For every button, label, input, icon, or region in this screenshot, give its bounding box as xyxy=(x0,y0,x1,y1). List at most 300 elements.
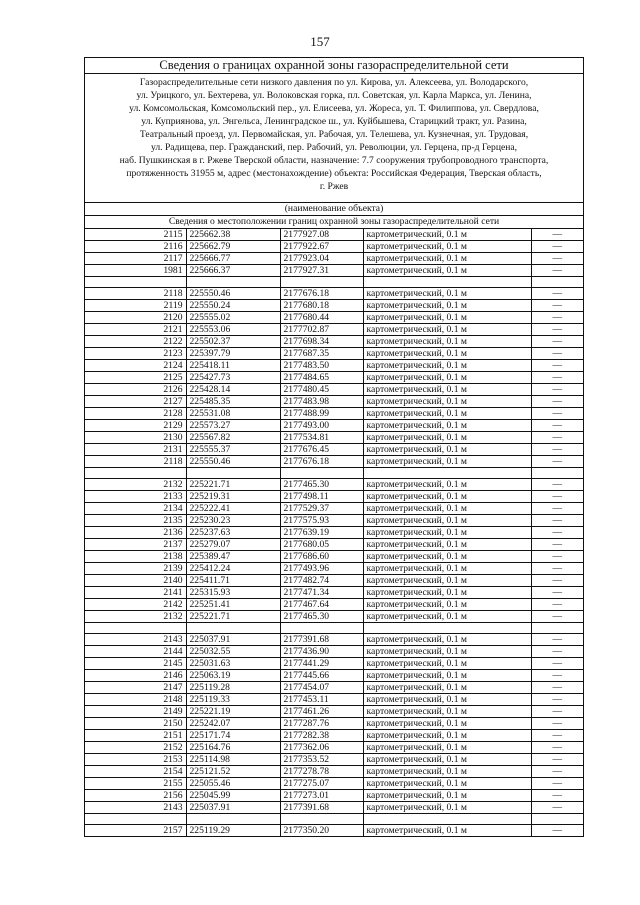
y-coordinate-cell: 2177282.38 xyxy=(280,730,363,742)
description-cell: — xyxy=(531,324,583,336)
y-coordinate-cell: 2177698.34 xyxy=(280,336,363,348)
y-coordinate-cell: 2177686.60 xyxy=(280,551,363,563)
point-number-cell: 2120 xyxy=(85,312,186,324)
y-coordinate-cell: 2177488.99 xyxy=(280,408,363,420)
point-number-cell: 2118 xyxy=(85,456,186,468)
x-coordinate-cell xyxy=(186,623,280,634)
point-number-cell: 2122 xyxy=(85,336,186,348)
y-coordinate-cell: 2177927.31 xyxy=(280,265,363,277)
description-cell: — xyxy=(531,694,583,706)
method-cell xyxy=(363,468,531,479)
table-row xyxy=(85,563,583,575)
point-number-cell: 2127 xyxy=(85,396,186,408)
description-cell: — xyxy=(531,718,583,730)
table-row xyxy=(85,468,583,479)
x-coordinate-cell: 225418.11 xyxy=(186,360,280,372)
point-number-cell: 2152 xyxy=(85,742,186,754)
description-cell: — xyxy=(531,503,583,515)
point-number-cell: 2133 xyxy=(85,491,186,503)
method-cell: картометрический, 0.1 м xyxy=(363,682,531,694)
x-coordinate-cell: 225119.33 xyxy=(186,694,280,706)
x-coordinate-cell: 225666.77 xyxy=(186,253,280,265)
point-number-cell: 2136 xyxy=(85,527,186,539)
object-description xyxy=(85,74,583,203)
method-cell: картометрический, 0.1 м xyxy=(363,456,531,468)
description-cell: — xyxy=(531,253,583,265)
method-cell: картометрический, 0.1 м xyxy=(363,300,531,312)
description-cell: — xyxy=(531,539,583,551)
description-cell: — xyxy=(531,563,583,575)
description-line: Газораспределительные сети низкого давления по ул. Кирова, ул. Алексеева, ул. Володарского, xyxy=(139,77,529,88)
x-coordinate-cell xyxy=(186,468,280,479)
y-coordinate-cell: 2177676.18 xyxy=(280,288,363,300)
method-cell: картометрический, 0.1 м xyxy=(363,551,531,563)
x-coordinate-cell: 225573.27 xyxy=(186,420,280,432)
method-cell: картометрический, 0.1 м xyxy=(363,575,531,587)
description-cell: — xyxy=(531,575,583,587)
method-cell: картометрический, 0.1 м xyxy=(363,694,531,706)
point-number-cell: 2121 xyxy=(85,324,186,336)
point-number-cell: 2139 xyxy=(85,563,186,575)
table-row xyxy=(85,348,583,360)
point-number-cell: 2142 xyxy=(85,599,186,611)
x-coordinate-cell: 225389.47 xyxy=(186,551,280,563)
point-number-cell: 2128 xyxy=(85,408,186,420)
x-coordinate-cell: 225531.08 xyxy=(186,408,280,420)
point-number-cell: 2150 xyxy=(85,718,186,730)
x-coordinate-cell: 225550.46 xyxy=(186,456,280,468)
method-cell: картометрический, 0.1 м xyxy=(363,706,531,718)
table-row xyxy=(85,634,583,646)
y-coordinate-cell: 2177575.93 xyxy=(280,515,363,527)
point-number-cell: 2124 xyxy=(85,360,186,372)
point-number-cell: 2156 xyxy=(85,790,186,802)
table-row xyxy=(85,444,583,456)
y-coordinate-cell: 2177676.18 xyxy=(280,456,363,468)
method-cell: картометрический, 0.1 м xyxy=(363,611,531,623)
table-row xyxy=(85,670,583,682)
point-number-cell: 2126 xyxy=(85,384,186,396)
method-cell: картометрический, 0.1 м xyxy=(363,324,531,336)
method-cell: картометрический, 0.1 м xyxy=(363,658,531,670)
description-cell: — xyxy=(531,527,583,539)
x-coordinate-cell: 225171.74 xyxy=(186,730,280,742)
x-coordinate-cell: 225662.38 xyxy=(186,229,280,241)
point-number-cell: 2157 xyxy=(163,825,183,836)
description-cell: — xyxy=(531,682,583,694)
point-number-cell: 2151 xyxy=(85,730,186,742)
table-row xyxy=(85,420,583,432)
point-number-cell: 2144 xyxy=(85,646,186,658)
x-coordinate-cell: 225230.23 xyxy=(186,515,280,527)
method-cell: картометрический, 0.1 м xyxy=(363,754,531,766)
description-cell: — xyxy=(531,742,583,754)
method-cell: картометрический, 0.1 м xyxy=(363,444,531,456)
x-coordinate-cell: 225055.46 xyxy=(186,778,280,790)
table-row xyxy=(85,551,583,563)
x-coordinate-cell: 225063.19 xyxy=(186,670,280,682)
y-coordinate-cell: 2177480.45 xyxy=(280,384,363,396)
x-coordinate-cell: 225315.93 xyxy=(186,587,280,599)
table-row xyxy=(85,706,583,718)
method-cell: картометрический, 0.1 м xyxy=(363,432,531,444)
method-cell: картометрический, 0.1 м xyxy=(363,312,531,324)
y-coordinate-cell: 2177680.05 xyxy=(280,539,363,551)
point-number-cell: 2118 xyxy=(85,288,186,300)
y-coordinate-cell: 2177484.65 xyxy=(280,372,363,384)
description-cell: — xyxy=(531,491,583,503)
point-number-cell: 2119 xyxy=(85,300,186,312)
description-line: наб. Пушкинская в г. Ржеве Тверской области, назначение: 7.7 сооружения трубопроводного транспорта, xyxy=(119,155,549,166)
x-coordinate-cell: 225428.14 xyxy=(186,384,280,396)
description-cell: — xyxy=(531,241,583,253)
description-cell xyxy=(531,814,583,825)
table-row xyxy=(85,623,583,634)
x-coordinate-cell: 225045.99 xyxy=(186,790,280,802)
table-row xyxy=(85,694,583,706)
table-row xyxy=(85,515,583,527)
method-cell: картометрический, 0.1 м xyxy=(363,825,531,837)
table-row xyxy=(85,229,583,241)
table-row xyxy=(85,790,583,802)
y-coordinate-cell xyxy=(280,814,363,825)
y-coordinate-cell: 2177278.78 xyxy=(280,766,363,778)
method-cell: картометрический, 0.1 м xyxy=(363,766,531,778)
y-coordinate-cell: 2177391.68 xyxy=(280,802,363,814)
x-coordinate-cell: 225221.71 xyxy=(186,611,280,623)
description-cell: — xyxy=(531,802,583,814)
point-number-cell: 2143 xyxy=(85,802,186,814)
method-cell: картометрический, 0.1 м xyxy=(363,241,531,253)
description-cell: — xyxy=(531,515,583,527)
table-row xyxy=(85,575,583,587)
description-cell: — xyxy=(531,265,583,277)
location-subtitle: Сведения о местоположении границ охранной зоны газораспределительной сети xyxy=(85,216,583,229)
point-number-cell: 2134 xyxy=(85,503,186,515)
table-row xyxy=(85,814,583,825)
table-row xyxy=(85,360,583,372)
point-number-cell: 2149 xyxy=(85,706,186,718)
method-cell: картометрический, 0.1 м xyxy=(363,778,531,790)
table-row xyxy=(85,754,583,766)
description-cell: — xyxy=(531,611,583,623)
description-cell: — xyxy=(531,336,583,348)
x-coordinate-cell: 225031.63 xyxy=(186,658,280,670)
table-row xyxy=(85,336,583,348)
method-cell: картометрический, 0.1 м xyxy=(363,396,531,408)
table-row xyxy=(85,456,583,468)
y-coordinate-cell: 2177362.06 xyxy=(280,742,363,754)
table-row xyxy=(85,527,583,539)
point-number-cell: 2155 xyxy=(85,778,186,790)
table-row xyxy=(85,324,583,336)
method-cell: картометрический, 0.1 м xyxy=(363,253,531,265)
description-cell: — xyxy=(531,408,583,420)
y-coordinate-cell: 2177436.90 xyxy=(280,646,363,658)
y-coordinate-cell: 2177922.67 xyxy=(280,241,363,253)
point-number-cell: 1981 xyxy=(85,265,186,277)
description-cell: — xyxy=(531,312,583,324)
point-number-cell: 2116 xyxy=(85,241,186,253)
y-coordinate-cell: 2177639.19 xyxy=(280,527,363,539)
description-cell: — xyxy=(531,551,583,563)
description-cell: — xyxy=(531,730,583,742)
y-coordinate-cell: 2177498.11 xyxy=(280,491,363,503)
point-number-cell: 2138 xyxy=(85,551,186,563)
x-coordinate-cell: 225550.24 xyxy=(186,300,280,312)
table-row xyxy=(85,766,583,778)
y-coordinate-cell: 2177465.30 xyxy=(280,479,363,491)
document-title: Сведения о границах охранной зоны газораспределительной сети xyxy=(85,58,583,74)
table-row xyxy=(85,778,583,790)
table-row xyxy=(85,730,583,742)
y-coordinate-cell: 2177454.07 xyxy=(280,682,363,694)
x-coordinate-cell: 225221.71 xyxy=(186,479,280,491)
method-cell: картометрический, 0.1 м xyxy=(363,408,531,420)
y-coordinate-cell xyxy=(280,468,363,479)
table-row xyxy=(85,479,583,491)
method-cell: картометрический, 0.1 м xyxy=(363,718,531,730)
method-cell: картометрический, 0.1 м xyxy=(363,336,531,348)
y-coordinate-cell: 2177482.74 xyxy=(280,575,363,587)
point-number-cell: 2135 xyxy=(85,515,186,527)
y-coordinate-cell: 2177453.11 xyxy=(280,694,363,706)
x-coordinate-cell: 225485.35 xyxy=(186,396,280,408)
description-cell: — xyxy=(531,825,583,837)
description-cell: — xyxy=(531,706,583,718)
description-cell: — xyxy=(531,778,583,790)
y-coordinate-cell: 2177471.34 xyxy=(280,587,363,599)
point-number-cell: 2130 xyxy=(85,432,186,444)
method-cell: картометрический, 0.1 м xyxy=(363,288,531,300)
table-row xyxy=(85,825,583,837)
point-number-cell xyxy=(85,468,186,479)
point-number-cell xyxy=(85,623,186,634)
method-cell: картометрический, 0.1 м xyxy=(363,563,531,575)
point-number-cell: 2132 xyxy=(85,611,186,623)
y-coordinate-cell xyxy=(280,623,363,634)
description-cell: — xyxy=(531,587,583,599)
description-cell: — xyxy=(531,300,583,312)
y-coordinate-cell: 2177287.76 xyxy=(280,718,363,730)
y-coordinate-cell: 2177273.01 xyxy=(280,790,363,802)
description-cell: — xyxy=(531,646,583,658)
x-coordinate-cell: 225555.37 xyxy=(186,444,280,456)
description-cell: — xyxy=(531,348,583,360)
point-number-cell: 2117 xyxy=(85,253,186,265)
table-row xyxy=(85,503,583,515)
y-coordinate-cell: 2177391.68 xyxy=(280,634,363,646)
description-cell: — xyxy=(531,670,583,682)
y-coordinate-cell: 2177680.18 xyxy=(280,300,363,312)
description-cell: — xyxy=(531,599,583,611)
point-number-cell: 2115 xyxy=(85,229,186,241)
y-coordinate-cell: 2177676.45 xyxy=(280,444,363,456)
description-line: ул. Радищева, пер. Гражданский, пер. Рабочий, ул. Революции, ул. Герцена, пр-д Герцена, xyxy=(150,142,518,153)
y-coordinate-cell: 2177483.98 xyxy=(280,396,363,408)
table-row xyxy=(85,646,583,658)
y-coordinate-cell: 2177927.08 xyxy=(280,229,363,241)
table-row xyxy=(85,742,583,754)
method-cell: картометрический, 0.1 м xyxy=(363,515,531,527)
method-cell: картометрический, 0.1 м xyxy=(363,372,531,384)
method-cell: картометрический, 0.1 м xyxy=(363,730,531,742)
point-number-cell: 2147 xyxy=(85,682,186,694)
method-cell xyxy=(363,277,531,288)
table-row xyxy=(85,611,583,623)
table-row xyxy=(85,396,583,408)
table-row xyxy=(85,288,583,300)
x-coordinate-cell: 225114.98 xyxy=(186,754,280,766)
y-coordinate-cell: 2177534.81 xyxy=(280,432,363,444)
table-row xyxy=(85,658,583,670)
x-coordinate-cell: 225037.91 xyxy=(186,802,280,814)
table-row xyxy=(85,491,583,503)
table-row xyxy=(85,682,583,694)
method-cell: картометрический, 0.1 м xyxy=(363,229,531,241)
method-cell: картометрический, 0.1 м xyxy=(363,384,531,396)
description-cell: — xyxy=(531,420,583,432)
description-cell: — xyxy=(531,384,583,396)
point-number-cell: 2143 xyxy=(85,634,186,646)
x-coordinate-cell: 225412.24 xyxy=(186,563,280,575)
x-coordinate-cell: 225237.63 xyxy=(186,527,280,539)
x-coordinate-cell: 225119.29 xyxy=(186,825,280,837)
description-cell: — xyxy=(531,229,583,241)
method-cell: картометрический, 0.1 м xyxy=(363,670,531,682)
description-cell: — xyxy=(531,456,583,468)
x-coordinate-cell: 225242.07 xyxy=(186,718,280,730)
y-coordinate-cell: 2177529.37 xyxy=(280,503,363,515)
method-cell: картометрический, 0.1 м xyxy=(363,420,531,432)
page-number: 157 xyxy=(310,34,330,49)
description-cell xyxy=(531,623,583,634)
boundary-document xyxy=(84,57,584,837)
y-coordinate-cell: 2177687.35 xyxy=(280,348,363,360)
table-row xyxy=(85,300,583,312)
point-number-cell: 2153 xyxy=(85,754,186,766)
method-cell: картометрический, 0.1 м xyxy=(363,360,531,372)
x-coordinate-cell: 225555.02 xyxy=(186,312,280,324)
x-coordinate-cell xyxy=(186,814,280,825)
method-cell: картометрический, 0.1 м xyxy=(363,491,531,503)
y-coordinate-cell: 2177461.26 xyxy=(280,706,363,718)
table-row xyxy=(85,372,583,384)
y-coordinate-cell xyxy=(280,277,363,288)
description-line: г. Ржев xyxy=(319,181,349,192)
point-number-cell: 2141 xyxy=(85,587,186,599)
y-coordinate-cell: 2177465.30 xyxy=(280,611,363,623)
method-cell: картометрический, 0.1 м xyxy=(363,479,531,491)
table-row xyxy=(85,599,583,611)
point-number-cell: 2132 xyxy=(85,479,186,491)
x-coordinate-cell: 225550.46 xyxy=(186,288,280,300)
table-row xyxy=(85,432,583,444)
method-cell: картометрический, 0.1 м xyxy=(363,634,531,646)
description-line: протяженность 31955 м, адрес (местонахождение) объекта: Российская Федерация, Тверская область, xyxy=(126,168,542,179)
y-coordinate-cell: 2177467.64 xyxy=(280,599,363,611)
x-coordinate-cell: 225219.31 xyxy=(186,491,280,503)
table-row xyxy=(85,539,583,551)
point-number-cell xyxy=(85,814,186,825)
method-cell: картометрический, 0.1 м xyxy=(363,527,531,539)
description-cell: — xyxy=(531,360,583,372)
y-coordinate-cell: 2177923.04 xyxy=(280,253,363,265)
table-row xyxy=(85,277,583,288)
description-cell: — xyxy=(531,754,583,766)
method-cell: картометрический, 0.1 м xyxy=(363,599,531,611)
point-number-cell: 2137 xyxy=(85,539,186,551)
y-coordinate-cell: 2177483.50 xyxy=(280,360,363,372)
method-cell xyxy=(363,814,531,825)
description-cell: — xyxy=(531,444,583,456)
x-coordinate-cell: 225662.79 xyxy=(186,241,280,253)
x-coordinate-cell: 225221.19 xyxy=(186,706,280,718)
table-row xyxy=(85,384,583,396)
point-number-cell: 2145 xyxy=(85,658,186,670)
description-cell: — xyxy=(531,432,583,444)
y-coordinate-cell: 2177350.20 xyxy=(280,825,363,837)
y-coordinate-cell: 2177493.00 xyxy=(280,420,363,432)
table-row xyxy=(85,718,583,730)
description-cell: — xyxy=(531,372,583,384)
y-coordinate-cell: 2177680.44 xyxy=(280,312,363,324)
table-row xyxy=(85,253,583,265)
x-coordinate-cell: 225121.52 xyxy=(186,766,280,778)
y-coordinate-cell: 2177493.96 xyxy=(280,563,363,575)
x-coordinate-cell: 225502.37 xyxy=(186,336,280,348)
point-number-cell: 2146 xyxy=(85,670,186,682)
x-coordinate-cell: 225666.37 xyxy=(186,265,280,277)
method-cell: картометрический, 0.1 м xyxy=(363,790,531,802)
object-name-caption: (наименование объекта) xyxy=(85,203,583,216)
method-cell: картометрический, 0.1 м xyxy=(363,503,531,515)
point-number-cell: 2154 xyxy=(85,766,186,778)
y-coordinate-cell: 2177353.52 xyxy=(280,754,363,766)
table-row xyxy=(85,312,583,324)
coordinates-table xyxy=(85,229,583,836)
x-coordinate-cell: 225427.73 xyxy=(186,372,280,384)
method-cell: картометрический, 0.1 м xyxy=(363,348,531,360)
coordinates-table-body xyxy=(85,229,583,836)
point-number-cell: 2131 xyxy=(85,444,186,456)
x-coordinate-cell: 225553.06 xyxy=(186,324,280,336)
description-cell: — xyxy=(531,288,583,300)
method-cell: картометрический, 0.1 м xyxy=(363,742,531,754)
y-coordinate-cell: 2177702.87 xyxy=(280,324,363,336)
point-number-cell: 2129 xyxy=(85,420,186,432)
description-cell: — xyxy=(531,479,583,491)
description-line: Театральный проезд, ул. Первомайская, ул. Рабочая, ул. Телешева, ул. Кузнечная, ул. Трудовая, xyxy=(139,129,529,140)
x-coordinate-cell: 225279.07 xyxy=(186,539,280,551)
method-cell: картометрический, 0.1 м xyxy=(363,587,531,599)
method-cell: картометрический, 0.1 м xyxy=(363,646,531,658)
description-cell: — xyxy=(531,766,583,778)
description-cell: — xyxy=(531,790,583,802)
x-coordinate-cell xyxy=(186,277,280,288)
description-line: ул. Урицкого, ул. Бехтерева, ул. Волоковская горка, пл. Советская, ул. Карла Маркса, ул. Ленина, xyxy=(136,90,532,101)
x-coordinate-cell: 225567.82 xyxy=(186,432,280,444)
x-coordinate-cell: 225032.55 xyxy=(186,646,280,658)
description-cell: — xyxy=(531,396,583,408)
point-number-cell: 2148 xyxy=(85,694,186,706)
point-number-cell: 2125 xyxy=(85,372,186,384)
method-cell: картометрический, 0.1 м xyxy=(363,539,531,551)
y-coordinate-cell: 2177275.07 xyxy=(280,778,363,790)
method-cell: картометрический, 0.1 м xyxy=(363,802,531,814)
description-cell xyxy=(531,468,583,479)
method-cell xyxy=(363,623,531,634)
